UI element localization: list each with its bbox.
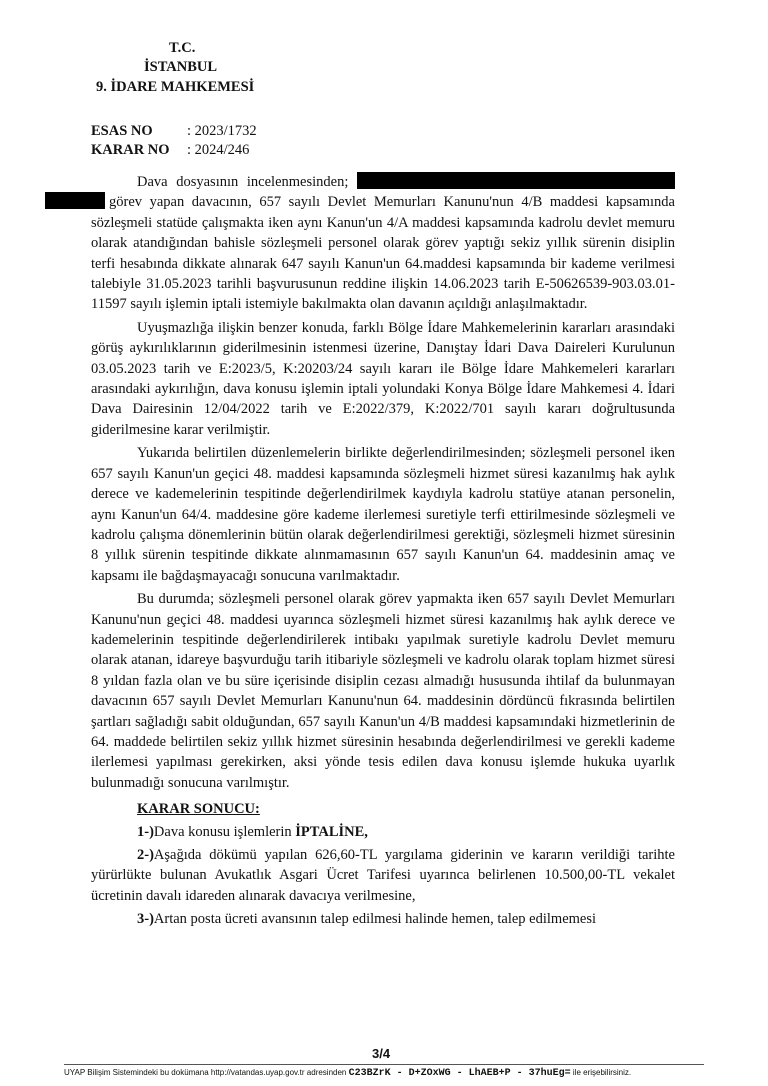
page-number: 3/4	[372, 1046, 391, 1061]
esas-no-value: : 2023/1732	[187, 123, 257, 139]
esas-no-label: ESAS NO	[91, 123, 153, 139]
paragraph-2: Uyuşmazlığa ilişkin benzer konuda, farklı Bölge İdare Mahkemelerinin kararları arasındaki görüş aykırılıklarının giderilmesinin istenmesi üzerine, Danıştay İdari Dava Daireleri Kurulunun 03.05.2023 tarih ve E:2023/5, K:20203/24 sayılı kararı ile Bölge İdare Mahkemeleri kararları arasındaki aykırılığın, dava konusu işlemin iptali yolundaki Konya Bölge İdare Mahkemesi 4. İdari Dava Dairesinin 12/04/2022 tarih ve E:2022/379, K:2022/701 sayılı kararı doğrultusunda giderilmesine karar verilmiştir.	[91, 319, 675, 438]
redaction-block	[45, 192, 105, 209]
footer-verification-code: C23BZrK - D+ZOxWG - LhAEB+P - 37huEg=	[348, 1068, 571, 1079]
decision-title: KARAR SONUCU:	[137, 801, 260, 818]
decision-item-2-text: Aşağıda dökümü yapılan 626,60-TL yargılama giderinin ve kararın verildiği tarihte yürürlükte bulunan Avukatlık Asgari Ücret Tarifesi uyarınca belirlenen 10.500,00-TL vekalet ücretinin davalı idareden alınarak davacıya verilmesine,	[91, 847, 675, 904]
footer-prefix: UYAP Bilişim Sistemindeki bu dokümana http://vatandas.uyap.gov.tr adresinden	[64, 1068, 347, 1077]
decision-item-1	[91, 822, 675, 842]
decision-item-2-number: 2-)	[137, 847, 154, 863]
karar-no-row	[91, 140, 249, 160]
decision-item-3	[91, 909, 675, 929]
decision-item-3-text: Artan posta ücreti avansının talep edilmesi halinde hemen, talep edilmemesi	[153, 911, 597, 928]
paragraph-1-text: görev yapan davacının, 657 sayılı Devlet Memurları Kanunu'nun 4/B maddesi kapsamında sözleşmeli statüde çalışmakta iken aynı Kanun'un 4/A maddesi kapsamında kadrolu devlet memuru olarak atandığından bahisle sözleşmeli personel olarak görev yaptığı sekiz yıllık sürenin disiplin terfi hesabında dikkate alınarak 647 sayılı Kanun'un 64.maddesi kapsamında bir kademe verilmesi talebiyle 31.05.2023 tarihli başvurusunun reddine ilişkin 14.06.2023 tarih E-50626539-903.03.01-11597 sayılı işlemin iptali istemiyle bakılmakta olan davanın açıldığı anlaşılmaktadır.	[91, 194, 675, 313]
decision-item-3-number: 3-)	[137, 911, 154, 928]
decision-item-2	[91, 845, 675, 906]
decision-item-1-text: Dava konusu işlemlerin	[153, 823, 296, 840]
header-line-city: İSTANBUL	[144, 59, 218, 75]
header-court-name: 9. İDARE MAHKEMESİ	[96, 79, 255, 95]
footer-suffix: ile erişebilirsiniz.	[572, 1068, 632, 1077]
paragraph-4: Bu durumda; sözleşmeli personel olarak görev yapmakta iken 657 sayılı Devlet Memurları Kanunu'nun geçici 48. maddesi uyarınca sözleşmeli hizmet süresi kazanılmış hak aylık derece ve kademelerinin tespitinde değerlendirilerek intibakı yapılmak suretiyle kadrolu Devlet memuru olarak atanan, idareye başvurduğu tarih itibariyle sözleşmeli ve kadrolu olarak toplam hizmet süresi 8 yıldan fazla olan ve bu süre içerisinde disiplin cezası almadığı hususunda ihtilaf da bulunmayan davacının 657 sayılı Devlet Memurları Kanunu'nun 64. maddesinin dördüncü fıkrasında belirtilen şartları sağladığı sabit olduğundan, 657 sayılı Kanun'un 4/B maddesi kapsamındaki hizmetlerinin de 64. maddede belirtilen sekiz yıllık hizmet süresinin hesabında değerlendirilmesi ve gerekli kademe ilerlemesi yapılması gerekirken, aksi yönde tesis edilen dava konusu işlemde hukuka uyarlık bulunmadığı sonucuna varılmıştır.	[91, 591, 675, 791]
esas-no-row	[91, 121, 257, 141]
redaction-block	[357, 172, 675, 189]
footer	[64, 1068, 704, 1079]
footer-divider	[64, 1064, 704, 1065]
document-body	[91, 172, 675, 933]
karar-no-value: : 2024/246	[187, 142, 250, 158]
decision-item-1-bold: İPTALİNE,	[295, 823, 368, 840]
paragraph-1	[91, 172, 675, 315]
header-line-tc: T.C.	[169, 40, 196, 56]
karar-no-label: KARAR NO	[91, 142, 170, 158]
paragraph-1-start: Dava dosyasının incelenmesinden;	[137, 174, 349, 190]
decision-item-1-number: 1-)	[137, 823, 154, 840]
paragraph-3: Yukarıda belirtilen düzenlemelerin birlikte değerlendirilmesinden; sözleşmeli personel iken 657 sayılı Kanun'un geçici 48. maddesi kapsamında sözleşmeli hizmet süresi kazanılmış hak aylık derece ve kademelerinin tespitinde değerlendirilmek kaydıyla kadrolu statüye atanan personelin, aynı Kanun'un 64/4. maddesine göre kademe ilerlemesi suretiyle terfi ettirilmesinde sözleşmeli ve kadrolu çalışma dönemlerinin bütün olarak değerlendirilmesi gerektiği, sözleşmeli hizmet süresinin 8 yıllık sürenin tespitinde dikkate alınmamasının 657 sayılı Kanun'un 64. maddesinin amaç ve kapsamı ile bağdaşmayacağı sonucuna varılmaktadır.	[91, 445, 675, 584]
